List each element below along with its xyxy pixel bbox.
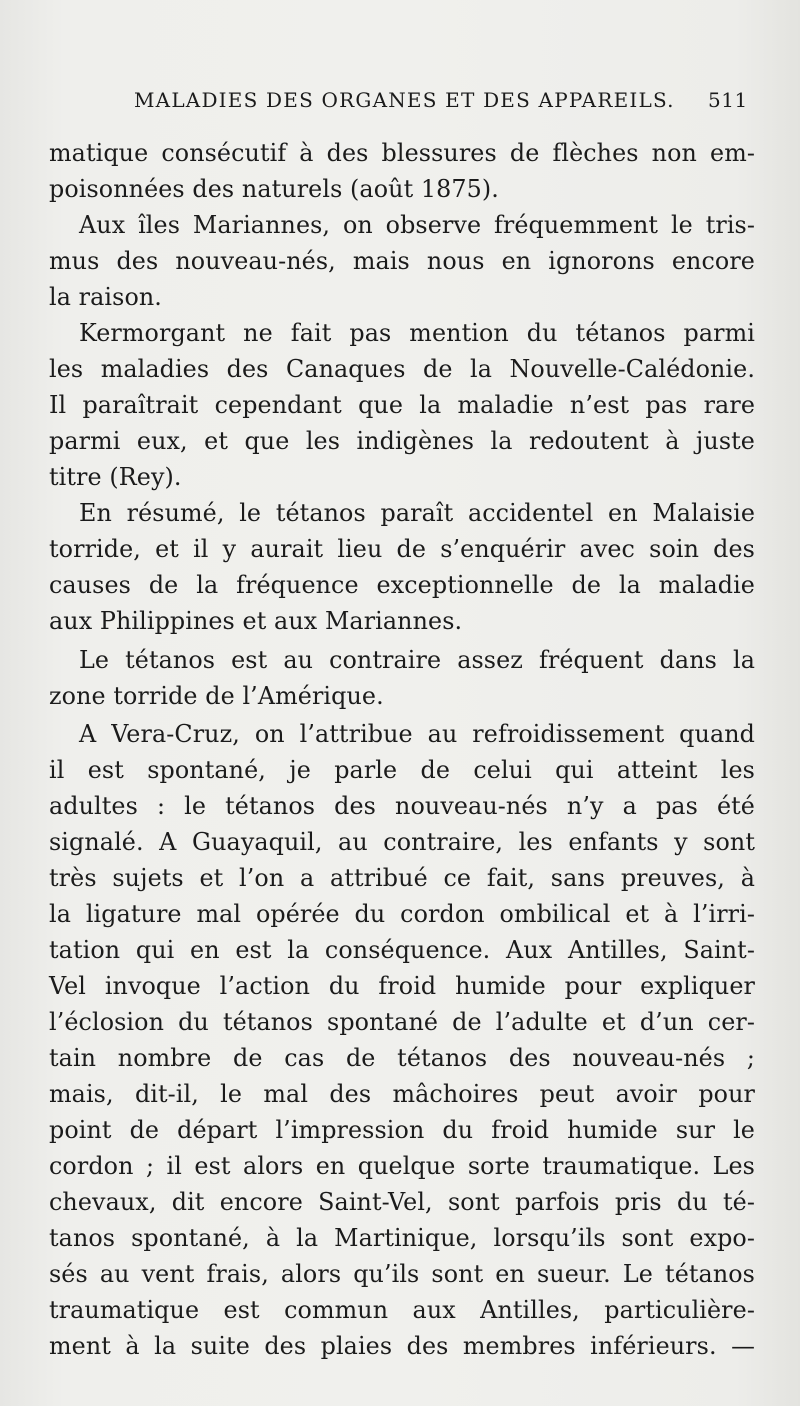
text-line: mais, dit-il, le mal des mâchoires peut avoir pour — [49, 1080, 755, 1108]
text-line: Le tétanos est au contraire assez fréquent dans la — [79, 646, 755, 674]
text-line: adultes : le tétanos des nouveau-nés n’y a pas été — [49, 792, 755, 820]
text-line: zone torride de l’Amérique. — [49, 682, 384, 710]
text-line: Vel invoque l’action du froid humide pour expliquer — [49, 972, 755, 1000]
text-line: parmi eux, et que les indigènes la redoutent à juste — [49, 427, 755, 455]
text-line: l’éclosion du tétanos spontané de l’adulte et d’un cer- — [49, 1008, 755, 1036]
text-line: il est spontané, je parle de celui qui atteint les — [49, 756, 755, 784]
text-line: la ligature mal opérée du cordon ombilical et à l’irri- — [49, 900, 755, 928]
text-line: très sujets et l’on a attribué ce fait, sans preuves, à — [49, 864, 755, 892]
text-line: matique consécutif à des blessures de flèches non em- — [49, 139, 755, 167]
text-line: En résumé, le tétanos paraît accidentel en Malaisie — [79, 499, 755, 527]
text-line: poisonnées des naturels (août 1875). — [49, 175, 499, 203]
text-line: sés au vent frais, alors qu’ils sont en sueur. Le tétanos — [49, 1260, 755, 1288]
text-line: Aux îles Mariannes, on observe fréquemment le tris- — [79, 211, 755, 239]
text-line: tain nombre de cas de tétanos des nouveau-nés ; — [49, 1044, 755, 1072]
page-number: 511 — [708, 88, 748, 112]
text-line: tation qui en est la conséquence. Aux Antilles, Saint- — [49, 936, 755, 964]
text-line: cordon ; il est alors en quelque sorte traumatique. Les — [49, 1152, 755, 1180]
text-line: Il paraîtrait cependant que la maladie n’est pas rare — [49, 391, 755, 419]
text-line: mus des nouveau-nés, mais nous en ignorons encore — [49, 247, 755, 275]
text-line: les maladies des Canaques de la Nouvelle-Calédonie. — [49, 355, 755, 383]
text-line: tanos spontané, à la Martinique, lorsqu’ils sont expo- — [49, 1224, 755, 1252]
text-line: traumatique est commun aux Antilles, particulière- — [49, 1296, 755, 1324]
running-title: MALADIES DES ORGANES ET DES APPAREILS. — [134, 88, 675, 112]
text-line: Kermorgant ne fait pas mention du tétanos parmi — [79, 319, 755, 347]
text-line: la raison. — [49, 283, 162, 311]
text-line: point de départ l’impression du froid humide sur le — [49, 1116, 755, 1144]
text-line: ment à la suite des plaies des membres inférieurs. — — [49, 1332, 755, 1360]
text-line: torride, et il y aurait lieu de s’enquérir avec soin des — [49, 535, 755, 563]
text-line: A Vera-Cruz, on l’attribue au refroidissement quand — [79, 720, 755, 748]
text-line: chevaux, dit encore Saint-Vel, sont parfois pris du té- — [49, 1188, 755, 1216]
text-line: titre (Rey). — [49, 463, 182, 491]
text-line: aux Philippines et aux Mariannes. — [49, 607, 463, 635]
text-line: causes de la fréquence exceptionnelle de la maladie — [49, 571, 755, 599]
text-line: signalé. A Guayaquil, au contraire, les enfants y sont — [49, 828, 755, 856]
